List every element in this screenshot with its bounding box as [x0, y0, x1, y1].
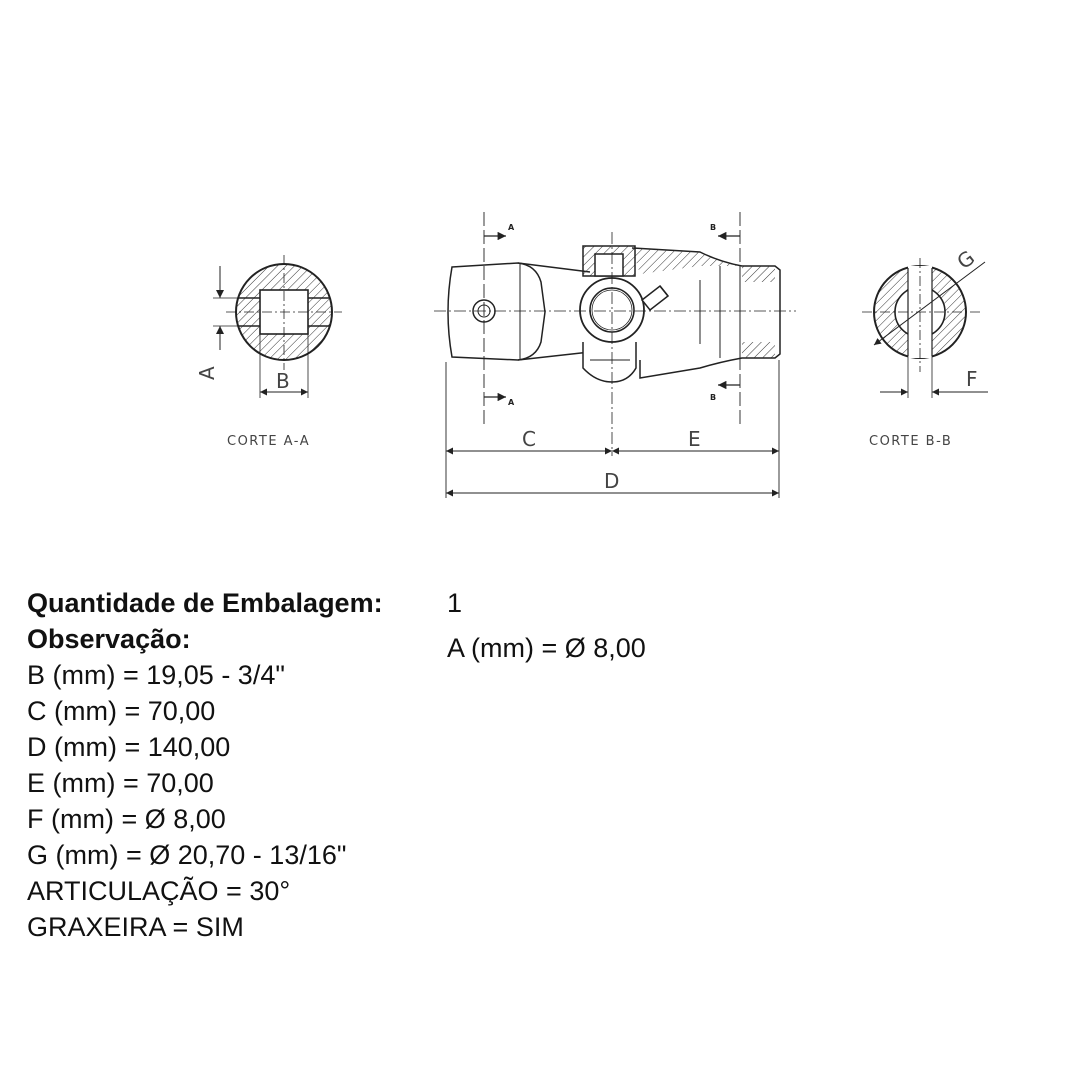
spec-line: G (mm) = Ø 20,70 - 13/16": [27, 840, 347, 870]
spec-line: C (mm) = 70,00: [27, 696, 216, 726]
dim-label-b: B: [276, 369, 290, 393]
universal-joint-view: [434, 212, 796, 498]
dim-label-c: C: [522, 427, 536, 451]
section-mark-b-bottom: B: [710, 393, 717, 402]
spec-line: B (mm) = 19,05 - 3/4": [27, 660, 285, 690]
spec-line: GRAXEIRA = SIM: [27, 912, 244, 942]
section-mark-a-bottom: A: [508, 398, 515, 407]
spec-line: D (mm) = 140,00: [27, 732, 231, 762]
dim-label-g: G: [952, 245, 980, 274]
observation-first-value: A (mm) = Ø 8,00: [447, 633, 646, 663]
section-mark-a-top: A: [508, 223, 515, 232]
dim-label-a: A: [195, 366, 219, 380]
observation-label: Observação:: [27, 624, 191, 654]
spec-line: E (mm) = 70,00: [27, 768, 214, 798]
dim-label-d: D: [604, 469, 620, 493]
section-mark-b-top: B: [710, 223, 717, 232]
observation-row: [27, 621, 1047, 663]
packaging-value: 1: [447, 588, 463, 618]
packaging-row: [27, 585, 1047, 621]
packaging-label: Quantidade de Embalagem:: [27, 588, 383, 618]
section-title-a-a: CORTE A-A: [227, 434, 311, 449]
dim-label-f: F: [966, 367, 978, 391]
spec-line: ARTICULAÇÃO = 30°: [27, 876, 291, 906]
dim-label-e: E: [688, 427, 701, 451]
specifications: [27, 585, 1047, 945]
section-title-b-b: CORTE B-B: [869, 434, 953, 449]
spec-line: F (mm) = Ø 8,00: [27, 804, 226, 834]
